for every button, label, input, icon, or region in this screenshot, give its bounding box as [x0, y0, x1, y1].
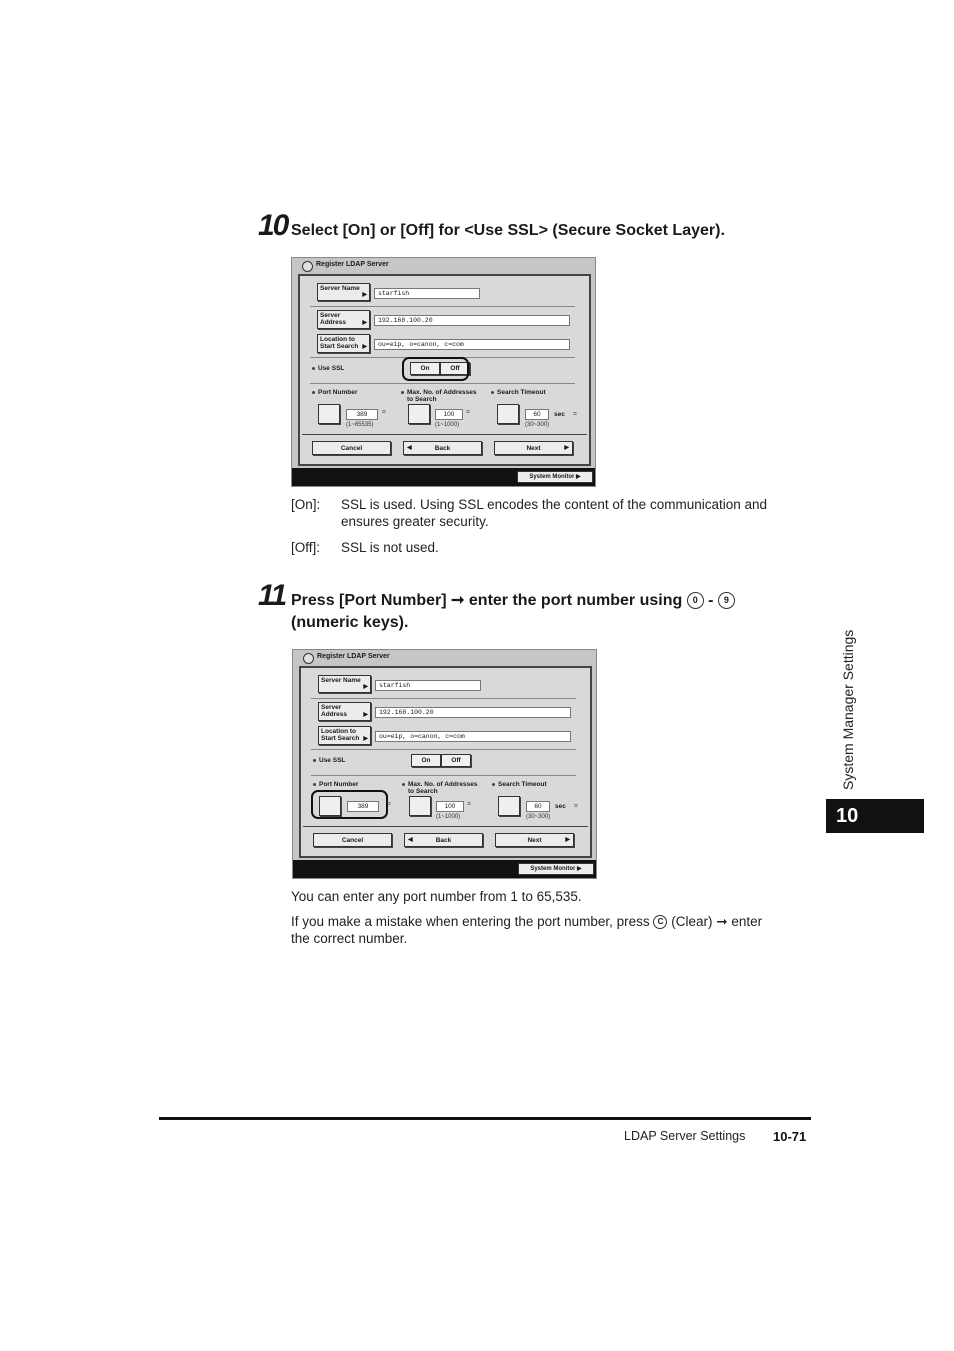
- highlight-ring: [311, 790, 388, 819]
- server-address-field: 192.168.100.20: [375, 707, 571, 718]
- back-arrow-icon: ◀: [408, 837, 413, 843]
- port-number-button[interactable]: [318, 404, 340, 424]
- server-name-field: starfish: [374, 288, 480, 299]
- location-label-2: Start Search: [321, 735, 360, 742]
- step-10-heading: Select [On] or [Off] for <Use SSL> (Secure Socket Layer).: [291, 222, 725, 239]
- next-label: Next: [527, 837, 542, 844]
- location-field: ou=eip, o=canon, c=com: [374, 339, 570, 350]
- location-button[interactable]: [317, 334, 370, 353]
- ssl-on-button[interactable]: On: [411, 754, 441, 767]
- step-11-heading-part2: enter the port number using: [468, 592, 683, 609]
- timeout-value: 60: [526, 801, 550, 812]
- location-label-1: Location to: [320, 336, 356, 343]
- port-label: [312, 389, 357, 396]
- side-section-title: System Manager Settings: [840, 629, 856, 790]
- timeout-label: [491, 389, 546, 396]
- ssl-off-button[interactable]: Off: [440, 362, 470, 375]
- divider: [302, 434, 587, 435]
- max-label: [402, 781, 477, 795]
- location-field: ou=eip, o=canon, c=com: [375, 731, 571, 742]
- location-button[interactable]: [318, 726, 371, 745]
- bullet-icon: [402, 783, 405, 786]
- next-arrow-icon: ▶: [565, 837, 570, 843]
- system-monitor-label: System Monitor: [529, 474, 575, 480]
- note-off-term: [Off]:: [291, 540, 321, 555]
- max-value: 100: [436, 801, 464, 812]
- back-label: Back: [435, 837, 452, 844]
- bullet-icon: [401, 391, 404, 394]
- max-value: 100: [435, 409, 463, 420]
- keypad-icon: ⌗: [573, 411, 577, 418]
- status-bar: [292, 468, 595, 486]
- ssl-off-button[interactable]: Off: [441, 754, 471, 767]
- status-bar: [293, 860, 596, 878]
- bullet-icon: [312, 367, 315, 370]
- bullet-icon: [492, 783, 495, 786]
- server-address-label-1: Server: [320, 312, 341, 319]
- para-2-d: the correct number.: [291, 931, 408, 946]
- screen-ssl: [291, 257, 596, 487]
- cancel-button[interactable]: Cancel: [312, 441, 391, 455]
- step-11-para-1: You can enter any port number from 1 to 65,535.: [291, 889, 582, 904]
- screen-title-bar: [292, 258, 595, 274]
- note-off-text: SSL is not used.: [341, 540, 439, 555]
- bullet-icon: [312, 391, 315, 394]
- port-label-text: Port Number: [318, 389, 358, 396]
- server-name-button[interactable]: [317, 283, 370, 301]
- caret-right-icon: ▶: [362, 320, 367, 326]
- max-label-2: to Search: [407, 396, 437, 403]
- max-range: (1~1000): [435, 422, 460, 428]
- server-address-field: 192.168.100.20: [374, 315, 570, 326]
- para-2-b: (Clear): [671, 914, 713, 929]
- timeout-value: 60: [525, 409, 549, 420]
- screen-title-bar: [293, 650, 596, 666]
- port-label: [313, 781, 358, 788]
- highlight-ring: [402, 357, 469, 381]
- key-0-icon: 0: [687, 592, 704, 609]
- timeout-label-text: Search Timeout: [498, 781, 547, 788]
- caret-right-icon: ▶: [363, 684, 368, 690]
- next-label: Next: [526, 445, 541, 452]
- use-ssl-label: [312, 365, 344, 372]
- server-name-field: starfish: [375, 680, 481, 691]
- caret-right-icon: ▶: [363, 712, 368, 718]
- arrow-right-icon: ➞: [716, 914, 728, 929]
- step-11-heading-part1: Press [Port Number]: [291, 592, 447, 609]
- system-monitor-button[interactable]: System Monitor ▶: [517, 471, 593, 483]
- screen-inner: [299, 666, 592, 858]
- keypad-icon: ⌗: [382, 409, 386, 416]
- timeout-range: (30~300): [525, 422, 550, 428]
- ldap-icon: [303, 653, 314, 664]
- keypad-icon: ⌗: [574, 803, 578, 810]
- next-button[interactable]: [495, 833, 574, 847]
- screen-inner: [298, 274, 591, 466]
- step-11-number: 11: [258, 579, 286, 612]
- step-11-heading: [291, 590, 801, 634]
- footer-section: LDAP Server Settings: [624, 1129, 746, 1143]
- server-name-button[interactable]: [318, 675, 371, 693]
- use-ssl-text: Use SSL: [318, 365, 345, 372]
- footer-rule: [159, 1117, 811, 1120]
- server-address-label-1: Server: [321, 704, 342, 711]
- step-10-number: 10: [258, 209, 288, 242]
- keypad-icon: ⌗: [387, 801, 391, 808]
- use-ssl-text: Use SSL: [319, 757, 346, 764]
- search-timeout-button[interactable]: [498, 796, 520, 816]
- max-label: [401, 389, 476, 403]
- location-label-1: Location to: [321, 728, 357, 735]
- key-9-icon: 9: [718, 592, 735, 609]
- back-label: Back: [434, 445, 451, 452]
- next-button[interactable]: [494, 441, 573, 455]
- system-monitor-label: System Monitor: [530, 866, 576, 872]
- para-2-c: enter: [731, 914, 763, 929]
- caret-right-icon: ▶: [363, 736, 368, 742]
- next-arrow-icon: ▶: [564, 445, 569, 451]
- note-on-text: SSL is used. Using SSL encodes the content of the communication and ensures greater security.: [341, 497, 768, 529]
- server-address-button[interactable]: [318, 702, 371, 721]
- port-value: 389: [347, 801, 379, 812]
- ldap-icon: [302, 261, 313, 272]
- clear-key-icon: C: [653, 915, 667, 929]
- server-name-label: Server Name: [320, 285, 360, 292]
- divider: [310, 383, 575, 384]
- system-monitor-button[interactable]: System Monitor ▶: [518, 863, 594, 875]
- ssl-on-button[interactable]: On: [410, 362, 440, 375]
- arrow-right-icon: ➞: [451, 592, 465, 609]
- max-addresses-button[interactable]: [408, 404, 430, 424]
- step-11-heading-part3: (numeric keys).: [291, 614, 409, 631]
- timeout-label: [492, 781, 547, 788]
- divider: [303, 826, 588, 827]
- timeout-unit: sec: [554, 411, 565, 418]
- back-arrow-icon: ◀: [407, 445, 412, 451]
- keypad-icon: ⌗: [467, 801, 471, 808]
- para-2-a: If you make a mistake when entering the port number, press: [291, 914, 650, 929]
- chapter-tab: 10: [826, 799, 924, 833]
- use-ssl-label: [313, 757, 345, 764]
- page-number: 10-71: [773, 1129, 807, 1144]
- step-11-para-2: [291, 913, 811, 947]
- max-label-1: Max. No. of Addresses: [407, 389, 477, 396]
- max-label-2: to Search: [408, 788, 438, 795]
- max-label-1: Max. No. of Addresses: [408, 781, 478, 788]
- screen-title: Register LDAP Server: [317, 653, 390, 660]
- note-on-term: [On]:: [291, 497, 321, 512]
- divider: [311, 698, 576, 699]
- screen-title: Register LDAP Server: [316, 261, 389, 268]
- caret-right-icon: ▶: [362, 292, 367, 298]
- dash: -: [708, 592, 714, 609]
- max-addresses-button[interactable]: [409, 796, 431, 816]
- location-label-2: Start Search: [320, 343, 359, 350]
- timeout-label-text: Search Timeout: [497, 389, 546, 396]
- cancel-button[interactable]: Cancel: [313, 833, 392, 847]
- timeout-unit: sec: [555, 803, 566, 810]
- bullet-icon: [313, 783, 316, 786]
- port-value: 389: [346, 409, 378, 420]
- divider: [311, 775, 576, 776]
- server-name-label: Server Name: [321, 677, 361, 684]
- back-button[interactable]: [404, 833, 483, 847]
- server-address-label-2: Address: [321, 711, 348, 718]
- bullet-icon: [491, 391, 494, 394]
- port-range: (1~65535): [346, 422, 374, 428]
- divider: [311, 749, 576, 750]
- caret-right-icon: ▶: [362, 344, 367, 350]
- port-label-text: Port Number: [319, 781, 359, 788]
- server-address-button[interactable]: [317, 310, 370, 329]
- keypad-icon: ⌗: [466, 409, 470, 416]
- back-button[interactable]: [403, 441, 482, 455]
- max-range: (1~1000): [436, 814, 461, 820]
- bullet-icon: [313, 759, 316, 762]
- timeout-range: (30~300): [526, 814, 551, 820]
- server-address-label-2: Address: [320, 319, 347, 326]
- divider: [310, 306, 575, 307]
- screen-port: [292, 649, 597, 879]
- search-timeout-button[interactable]: [497, 404, 519, 424]
